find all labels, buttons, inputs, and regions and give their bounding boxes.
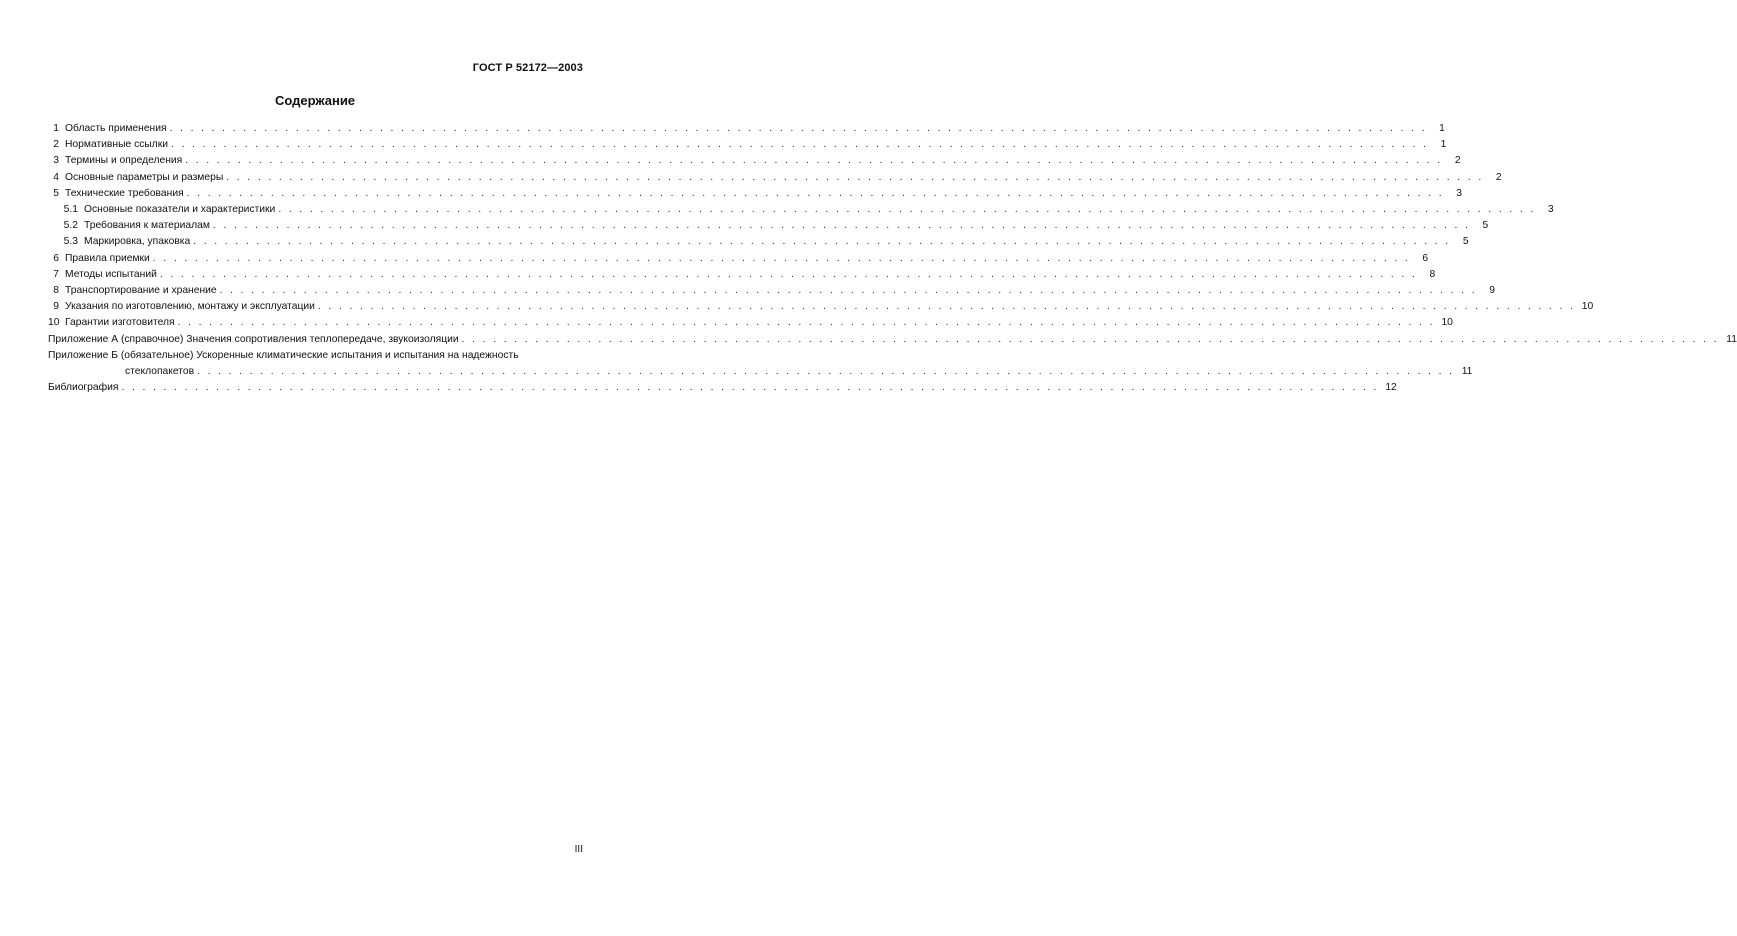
table-of-contents: [48, 121, 1737, 396]
dot-leader: . . . . . . . . . . . . . . . . . . . . . . . . . . . . . . . . . . . . . . . . . . . . . . . . . . . . . . . . . . . . . . . . . . . . . . . . . . . . . . . . . . . . . . . . . . . . . . . . . . . . . . . . . . . . . . . . . . . . . . . .: [278, 204, 1536, 216]
toc-entry-title: Область применения: [65, 123, 167, 134]
toc-title: Содержание: [274, 93, 356, 108]
toc-entry-page: 12: [1385, 382, 1397, 394]
dot-leader: . . . . . . . . . . . . . . . . . . . . . . . . . . . . . . . . . . . . . . . . . . . . . . . . . . . . . . . . . . . . . . . . . . . . . . . . . . . . . . . . . . . . . . . . . . . . . . . . . . . . . . . . . . . . . . . . . . . . . . . .: [193, 236, 1451, 248]
dot-leader: . . . . . . . . . . . . . . . . . . . . . . . . . . . . . . . . . . . . . . . . . . . . . . . . . . . . . . . . . . . . . . . . . . . . . . . . . . . . . . . . . . . . . . . . . . . . . . . . . . . . . . . . . . . . . . . . . . . . . . . .: [461, 333, 1719, 345]
toc-entry-title: Требования к материалам: [84, 220, 210, 232]
toc-entry-page: 1: [1439, 123, 1445, 134]
toc-entry: [48, 137, 1447, 153]
toc-entry-page: 3: [1547, 204, 1554, 216]
toc-entry-page: 8: [1429, 268, 1436, 280]
toc-entry: [48, 202, 1554, 218]
toc-entry: [48, 315, 1453, 331]
dot-leader: . . . . . . . . . . . . . . . . . . . . . . . . . . . . . . . . . . . . . . . . . . . . . . . . . . . . . . . . . . . . . . . . . . . . . . . . . . . . . . . . . . . . . . . . . . . . . . . . . . . . . . . . . . . . . . . . . . . . . . . .: [185, 155, 1443, 167]
toc-entry-title: Основные показатели и характеристики: [84, 204, 276, 216]
toc-entry-number: 3: [53, 155, 59, 167]
dot-leader: . . . . . . . . . . . . . . . . . . . . . . . . . . . . . . . . . . . . . . . . . . . . . . . . . . . . . . . . . . . . . . . . . . . . . . . . . . . . . . . . . . . . . . . . . . . . . . . . . . . . . . . . . . . . . . . . . . . . . . . .: [317, 301, 1576, 313]
toc-entry-title: Библиография: [48, 382, 119, 394]
toc-entry-number: 6: [53, 252, 59, 264]
toc-entry: [48, 234, 1469, 250]
page-number: III: [574, 844, 583, 855]
toc-entry-page: 11: [1461, 366, 1473, 378]
toc-entry-title: Транспортирование и хранение: [65, 285, 217, 297]
toc-entry: [48, 251, 1429, 267]
standard-designation: ГОСТ Р 52172—2003: [472, 62, 583, 74]
toc-entry-number: 7: [53, 268, 59, 280]
toc-entry-title: Основные параметры и размеры: [65, 171, 224, 183]
toc-entry: [48, 218, 1489, 234]
toc-entry-number: 2: [53, 139, 59, 151]
toc-entry-page: 2: [1495, 171, 1502, 183]
toc-entry-title: Гарантии изготовителя: [65, 317, 175, 329]
dot-leader: . . . . . . . . . . . . . . . . . . . . . . . . . . . . . . . . . . . . . . . . . . . . . . . . . . . . . . . . . . . . . . . . . . . . . . . . . . . . . . . . . . . . . . . . . . . . . . . . . . . . . . . . . . . . . . . . . . . . . . . .: [171, 139, 1429, 151]
toc-entry-page: 10: [1441, 317, 1453, 329]
dot-leader: . . . . . . . . . . . . . . . . . . . . . . . . . . . . . . . . . . . . . . . . . . . . . . . . . . . . . . . . . . . . . . . . . . . . . . . . . . . . . . . . . . . . . . . . . . . . . . . . . . . . . . . . . . . . . . . . . . . . . . . .: [169, 123, 1427, 134]
toc-entry-title: Нормативные ссылки: [65, 139, 169, 151]
toc-entry-title: Методы испытаний: [65, 268, 157, 280]
toc-entry-title: Указания по изготовлению, монтажу и эксплуатации: [65, 301, 315, 313]
toc-entry-page: 6: [1422, 252, 1429, 264]
toc-entry-page: 9: [1489, 285, 1495, 297]
toc-entry: [48, 121, 1445, 137]
toc-entry: [48, 170, 1502, 186]
toc-entry: [48, 267, 1436, 283]
toc-entry-title: Технические требования: [65, 187, 184, 199]
toc-entry: [48, 153, 1461, 169]
toc-entry-page: 2: [1454, 155, 1461, 167]
toc-entry-title: Приложение Б (обязательное) Ускоренные климатические испытания и испытания на надежность: [48, 349, 519, 361]
toc-entry-title: Маркировка, упаковка: [84, 236, 191, 248]
dot-leader: . . . . . . . . . . . . . . . . . . . . . . . . . . . . . . . . . . . . . . . . . . . . . . . . . . . . . . . . . . . . . . . . . . . . . . . . . . . . . . . . . . . . . . . . . . . . . . . . . . . . . . . . . . . . . . . . . . . . . . . .: [219, 285, 1477, 297]
toc-entry-title: Термины и определения: [65, 155, 183, 167]
toc-entry: [48, 348, 577, 364]
toc-entry-number: 9: [53, 301, 59, 313]
toc-entry-number: 8: [53, 285, 59, 297]
dot-leader: . . . . . . . . . . . . . . . . . . . . . . . . . . . . . . . . . . . . . . . . . . . . . . . . . . . . . . . . . . . . . . . . . . . . . . . . . . . . . . . . . . . . . . . . . . . . . . . . . . . . . . . . . . . . . . . . . . . . . . . .: [197, 366, 1455, 378]
toc-entry-title: Правила приемки: [65, 252, 150, 264]
toc-entry: [48, 299, 1594, 315]
dot-leader: . . . . . . . . . . . . . . . . . . . . . . . . . . . . . . . . . . . . . . . . . . . . . . . . . . . . . . . . . . . . . . . . . . . . . . . . . . . . . . . . . . . . . . . . . . . . . . . . . . . . . . . . . . . . . . . . . . . . . . . .: [177, 317, 1435, 329]
toc-entry-page: 3: [1456, 187, 1462, 199]
dot-leader: . . . . . . . . . . . . . . . . . . . . . . . . . . . . . . . . . . . . . . . . . . . . . . . . . . . . . . . . . . . . . . . . . . . . . . . . . . . . . . . . . . . . . . . . . . . . . . . . . . . . . . . . . . . . . . . . . . . . . . . .: [121, 382, 1379, 394]
toc-entry: [48, 332, 1737, 348]
dot-leader: . . . . . . . . . . . . . . . . . . . . . . . . . . . . . . . . . . . . . . . . . . . . . . . . . . . . . . . . . . . . . . . . . . . . . . . . . . . . . . . . . . . . . . . . . . . . . . . . . . . . . . . . . . . . . . . . . . . . . . . .: [212, 220, 1471, 232]
toc-entry-title: стеклопакетов: [125, 366, 195, 378]
toc-entry-page: 5: [1462, 236, 1469, 248]
toc-entry-title: Приложение А (справочное) Значения сопротивления теплопередаче, звукоизоляции: [48, 333, 459, 345]
toc-entry: [48, 186, 1462, 202]
toc-entry-number: 1: [53, 123, 59, 134]
dot-leader: . . . . . . . . . . . . . . . . . . . . . . . . . . . . . . . . . . . . . . . . . . . . . . . . . . . . . . . . . . . . . . . . . . . . . . . . . . . . . . . . . . . . . . . . . . . . . . . . . . . . . . . . . . . . . . . . . . . . . . . .: [226, 171, 1484, 183]
toc-entry: [48, 380, 1397, 396]
dot-leader: . . . . . . . . . . . . . . . . . . . . . . . . . . . . . . . . . . . . . . . . . . . . . . . . . . . . . . . . . . . . . . . . . . . . . . . . . . . . . . . . . . . . . . . . . . . . . . . . . . . . . . . . . . . . . . . . . . . . . . . .: [152, 252, 1411, 264]
dot-leader: . . . . . . . . . . . . . . . . . . . . . . . . . . . . . . . . . . . . . . . . . . . . . . . . . . . . . . . . . . . . . . . . . . . . . . . . . . . . . . . . . . . . . . . . . . . . . . . . . . . . . . . . . . . . . . . . . . . . . . . .: [159, 268, 1418, 280]
toc-entry-number: 4: [53, 171, 59, 183]
dot-leader: . . . . . . . . . . . . . . . . . . . . . . . . . . . . . . . . . . . . . . . . . . . . . . . . . . . . . . . . . . . . . . . . . . . . . . . . . . . . . . . . . . . . . . . . . . . . . . . . . . . . . . . . . . . . . . . . . . . . . . . .: [186, 187, 1444, 199]
toc-entry: [48, 283, 1495, 299]
toc-entry-number: 10: [48, 317, 60, 329]
toc-entry-page: 1: [1440, 139, 1447, 151]
toc-entry-number: 5: [53, 187, 59, 199]
toc-entry: [48, 364, 1473, 380]
toc-entry-number: 5.1: [63, 204, 78, 216]
toc-entry-page: 5: [1482, 220, 1489, 232]
toc-entry-page: 10: [1581, 301, 1594, 313]
toc-entry-page: 11: [1726, 333, 1737, 345]
toc-entry-number: 5.3: [63, 236, 78, 248]
toc-entry-number: 5.2: [63, 220, 78, 232]
